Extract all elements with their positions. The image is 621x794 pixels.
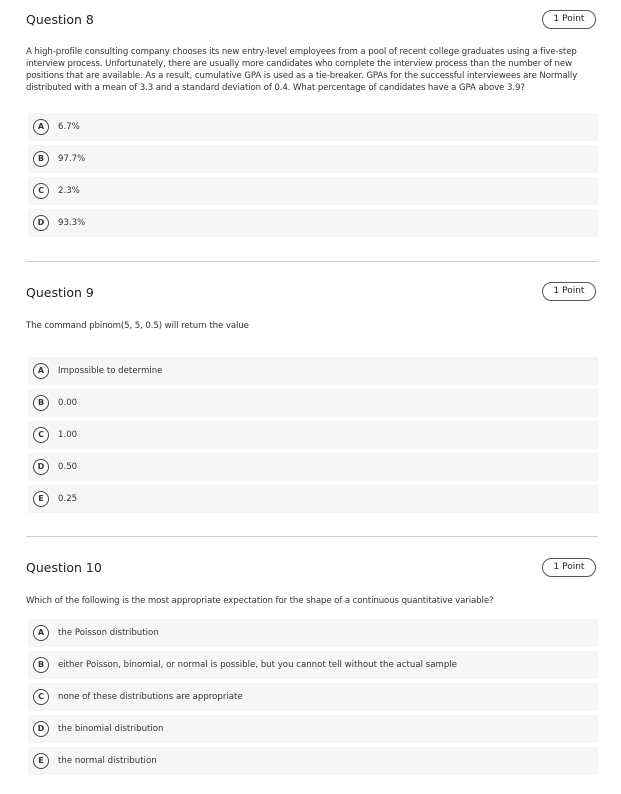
- option-label: 6.7%: [58, 122, 80, 132]
- option-letter: E: [33, 491, 49, 507]
- option-label: the binomial distribution: [58, 724, 164, 734]
- option-letter: B: [33, 657, 49, 673]
- option-letter: A: [33, 119, 49, 135]
- question-text: Which of the following is the most appropriate expectation for the shape of a continuous quantitative variable?: [26, 596, 494, 606]
- option-label: the normal distribution: [58, 756, 157, 766]
- option-label: 97.7%: [58, 154, 86, 164]
- option-e[interactable]: [28, 485, 598, 513]
- question-title: Question 9: [26, 285, 94, 300]
- option-letter: C: [33, 427, 49, 443]
- question-text: The command pbinom(5, 5, 0.5) will return the value: [26, 321, 249, 331]
- option-e[interactable]: [28, 747, 598, 775]
- option-letter: D: [33, 459, 49, 475]
- option-label: 0.50: [58, 462, 78, 472]
- divider: [26, 536, 598, 537]
- option-letter: C: [33, 183, 49, 199]
- option-letter: D: [33, 215, 49, 231]
- option-label: either Poisson, binomial, or normal is possible, but you cannot tell without the actual sample: [58, 660, 457, 670]
- option-letter: E: [33, 753, 49, 769]
- option-label: 1.00: [58, 430, 78, 440]
- option-letter: B: [33, 395, 49, 411]
- option-d[interactable]: [28, 715, 598, 743]
- option-letter: A: [33, 363, 49, 379]
- option-b[interactable]: [28, 145, 598, 173]
- points-badge: 1 Point: [542, 558, 596, 577]
- option-label: Impossible to determine: [58, 366, 163, 376]
- option-a[interactable]: [28, 357, 598, 385]
- option-a[interactable]: [28, 113, 598, 141]
- option-label: none of these distributions are appropriate: [58, 692, 243, 702]
- option-label: 0.25: [58, 494, 78, 504]
- option-letter: D: [33, 721, 49, 737]
- option-letter: B: [33, 151, 49, 167]
- option-d[interactable]: [28, 209, 598, 237]
- option-a[interactable]: [28, 619, 598, 647]
- divider: [26, 261, 598, 262]
- option-b[interactable]: [28, 389, 598, 417]
- question-title: Question 10: [26, 560, 102, 575]
- question-text: A high-profile consulting company chooses its new entry-level employees from a pool of recent college graduates using a five-step interview process. Unfortunately, there are usually more candidates who complete the interview process than the number of new positions that are available. As a result, cumulative GPA is used as a tie-breaker. GPAs for the successful interviewees are Normally distributed with a mean of 3.3 and a standard deviation of 0.4. What percentage of candidates have a GPA above 3.9?: [26, 47, 578, 94]
- option-label: 0.00: [58, 398, 78, 408]
- option-label: 2.3%: [58, 186, 80, 196]
- option-letter: A: [33, 625, 49, 641]
- option-b[interactable]: [28, 651, 598, 679]
- option-letter: C: [33, 689, 49, 705]
- question-title: Question 8: [26, 12, 94, 27]
- option-label: the Poisson distribution: [58, 628, 159, 638]
- points-badge: 1 Point: [542, 10, 596, 29]
- option-c[interactable]: [28, 177, 598, 205]
- option-label: 93.3%: [58, 218, 86, 228]
- points-badge: 1 Point: [542, 282, 596, 301]
- option-c[interactable]: [28, 683, 598, 711]
- option-c[interactable]: [28, 421, 598, 449]
- option-d[interactable]: [28, 453, 598, 481]
